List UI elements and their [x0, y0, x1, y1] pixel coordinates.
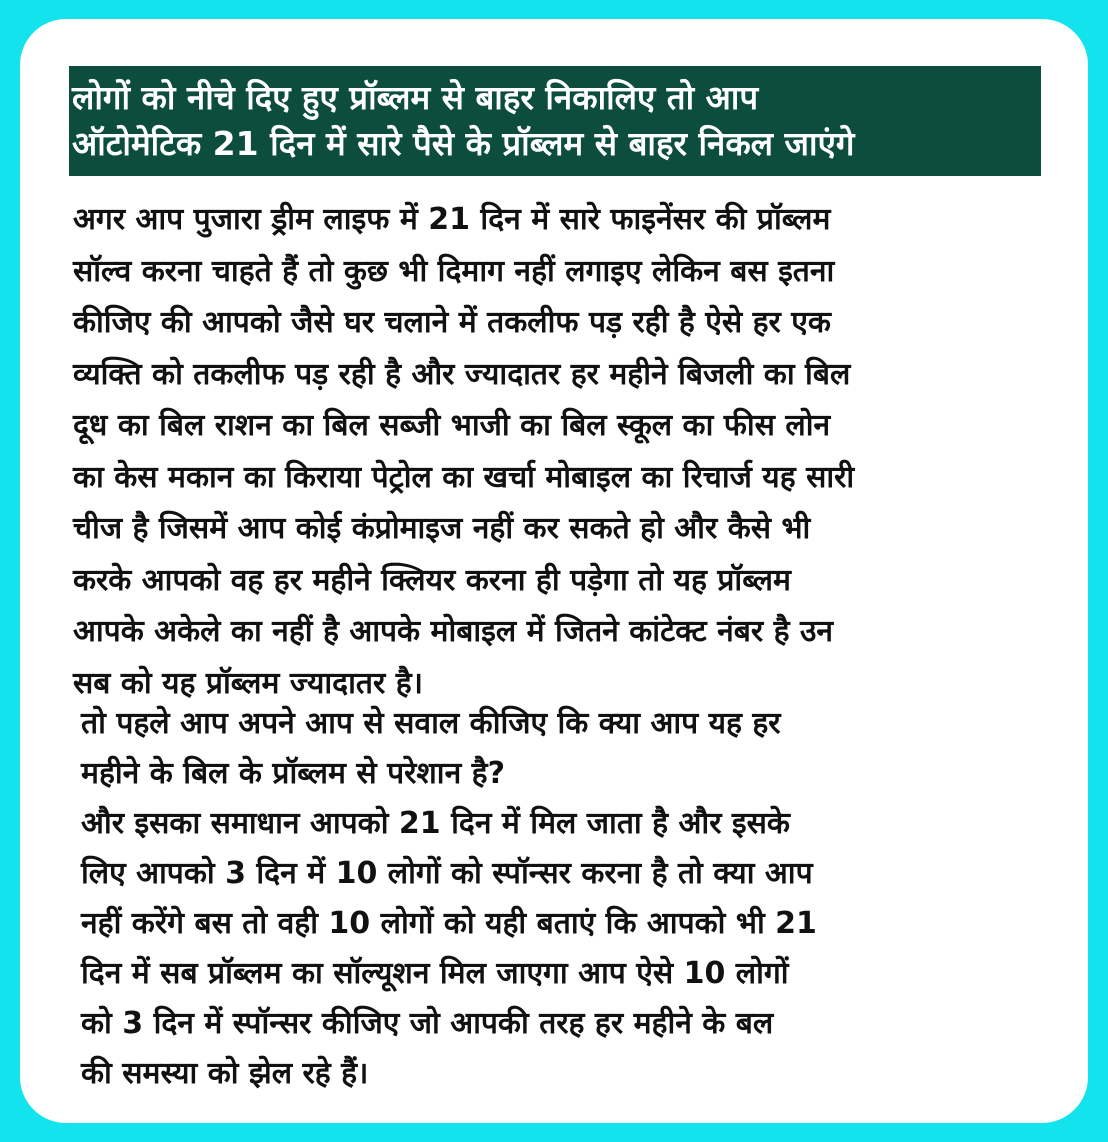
- headline-line: ऑटोमेटिक 21 दिन में सारे पैसे के प्रॉब्लम से बाहर निकल जाएंगे: [72, 124, 855, 163]
- body-paragraph-2: [81, 699, 817, 1099]
- paragraph-line: नहीं करेंगे बस तो वही 10 लोगों को यही बताएं कि आपको भी 21: [81, 906, 817, 941]
- paragraph-line: चीज है जिसमें आप कोई कंप्रोमाइज नहीं कर सकते हो और कैसे भी: [73, 511, 811, 546]
- paragraph-line: तो पहले आप अपने आप से सवाल कीजिए कि क्या आप यह हर: [81, 706, 781, 741]
- paragraph-line: दिन में सब प्रॉब्लम का सॉल्यूशन मिल जाएगा आप ऐसे 10 लोगों: [81, 956, 789, 991]
- paragraph-line: का केस मकान का किराया पेट्रोल का खर्चा मोबाइल का रिचार्ज यह सारी: [73, 459, 855, 495]
- paragraph-line: सब को यह प्रॉब्लम ज्यादातर है।: [73, 665, 424, 701]
- paragraph-line: आपके अकेले का नहीं है आपके मोबाइल में जितने कांटेक्ट नंबर है उन: [73, 614, 834, 649]
- message-card: [20, 19, 1088, 1123]
- paragraph-line: दूध का बिल राशन का बिल सब्जी भाजी का बिल स्कूल का फीस लोन: [73, 408, 831, 443]
- paragraph-line: लिए आपको 3 दिन में 10 लोगों को स्पॉन्सर करना है तो क्या आप: [81, 856, 813, 891]
- paragraph-line: सॉल्व करना चाहते हैं तो कुछ भी दिमाग नहीं लगाइए लेकिन बस इतना: [73, 253, 835, 289]
- paragraph-line: करके आपको वह हर महीने क्लियर करना ही पड़ेगा तो यह प्रॉब्लम: [73, 562, 791, 598]
- headline-banner: [69, 66, 1041, 176]
- paragraph-line: और इसका समाधान आपको 21 दिन में मिल जाता है और इसके: [81, 806, 790, 841]
- paragraph-line: महीने के बिल के प्रॉब्लम से परेशान है?: [81, 756, 505, 791]
- paragraph-line: को 3 दिन में स्पॉन्सर कीजिए जो आपकी तरह हर महीने के बल: [81, 1006, 774, 1041]
- paragraph-line: की समस्या को झेल रहे हैं।: [81, 1056, 369, 1091]
- paragraph-line: व्यक्ति को तकलीफ पड़ रही है और ज्यादातर हर महीने बिजली का बिल: [73, 356, 851, 392]
- paragraph-line: कीजिए की आपको जैसे घर चलाने में तकलीफ पड़ रही है ऐसे हर एक: [73, 305, 831, 340]
- body-paragraph-1: [73, 194, 854, 709]
- paragraph-line: अगर आप पुजारा ड्रीम लाइफ में 21 दिन में सारे फाइनेंसर की प्रॉब्लम: [73, 202, 831, 237]
- headline-line: लोगों को नीचे दिए हुए प्रॉब्लम से बाहर निकालिए तो आप: [72, 78, 759, 117]
